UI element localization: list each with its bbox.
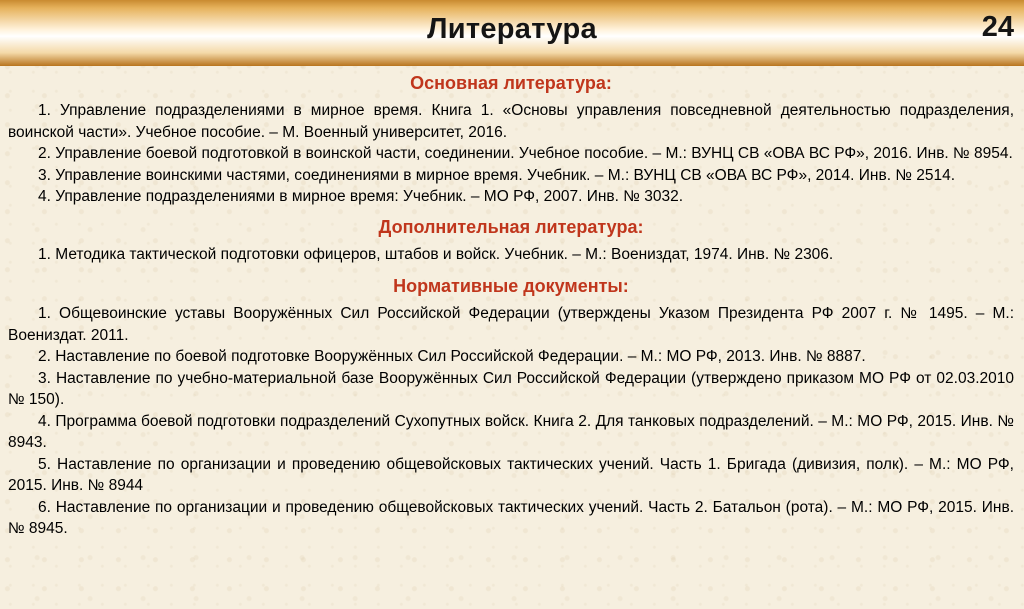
section-main-literature	[8, 72, 1014, 208]
title-bar	[0, 0, 1024, 66]
list-item: 1. Управление подразделениями в мирное время. Книга 1. «Основы управления повседневной деятельностью подразделения, воинской части». Учебное пособие. – М. Военный университет, 2016.	[8, 102, 1014, 141]
list-item: 5. Наставление по организации и проведению общевойсковых тактических учений. Часть 1. Бригада (дивизия, полк). – М.: МО РФ, 2015. Инв. № 8944	[8, 455, 1014, 494]
list-item: 1. Общевоинские уставы Вооружённых Сил Российской Федерации (утверждены Указом Президента РФ 2007 г. № 1495. – М.: Воениздат. 2011.	[8, 305, 1014, 344]
section-additional-literature	[8, 216, 1014, 266]
section-heading: Дополнительная литература:	[378, 216, 644, 237]
section-normative-documents	[8, 275, 1014, 540]
page-title: Литература	[427, 13, 597, 45]
list-item: 1. Методика тактической подготовки офицеров, штабов и войск. Учебник. – М.: Воениздат, 1974. Инв. № 2306.	[38, 245, 834, 263]
list-item: 2. Наставление по боевой подготовке Вооружённых Сил Российской Федерации. – М.: МО РФ, 2013. Инв. № 8887.	[38, 348, 866, 365]
section-heading: Основная литература:	[410, 73, 612, 93]
section-heading: Нормативные документы:	[393, 276, 629, 296]
list-item: 2. Управление боевой подготовкой в воинской части, соединении. Учебное пособие. – М.: ВУНЦ СВ «ОВА ВС РФ», 2016. Инв. № 8954.	[38, 145, 1013, 162]
list-item: 3. Наставление по учебно-материальной базе Вооружённых Сил Российской Федерации (утверждено приказом МО РФ от 02.03.2010 № 150).	[8, 369, 1014, 408]
slide-number: 24	[981, 11, 1014, 43]
list-item: 6. Наставление по организации и проведению общевойсковых тактических учений. Часть 2. Батальон (рота). – М.: МО РФ, 2015. Инв. № 8945.	[8, 498, 1014, 537]
list-item: 4. Программа боевой подготовки подразделений Сухопутных войск. Книга 2. Для танковых подразделений. – М.: МО РФ, 2015. Инв. № 8943.	[8, 412, 1014, 451]
literature-content	[8, 72, 1014, 540]
list-item: 4. Управление подразделениями в мирное время: Учебник. – МО РФ, 2007. Инв. № 3032.	[38, 188, 684, 205]
list-item: 3. Управление воинскими частями, соединениями в мирное время. Учебник. – М.: ВУНЦ СВ «ОВА ВС РФ», 2014. Инв. № 2514.	[38, 166, 956, 184]
